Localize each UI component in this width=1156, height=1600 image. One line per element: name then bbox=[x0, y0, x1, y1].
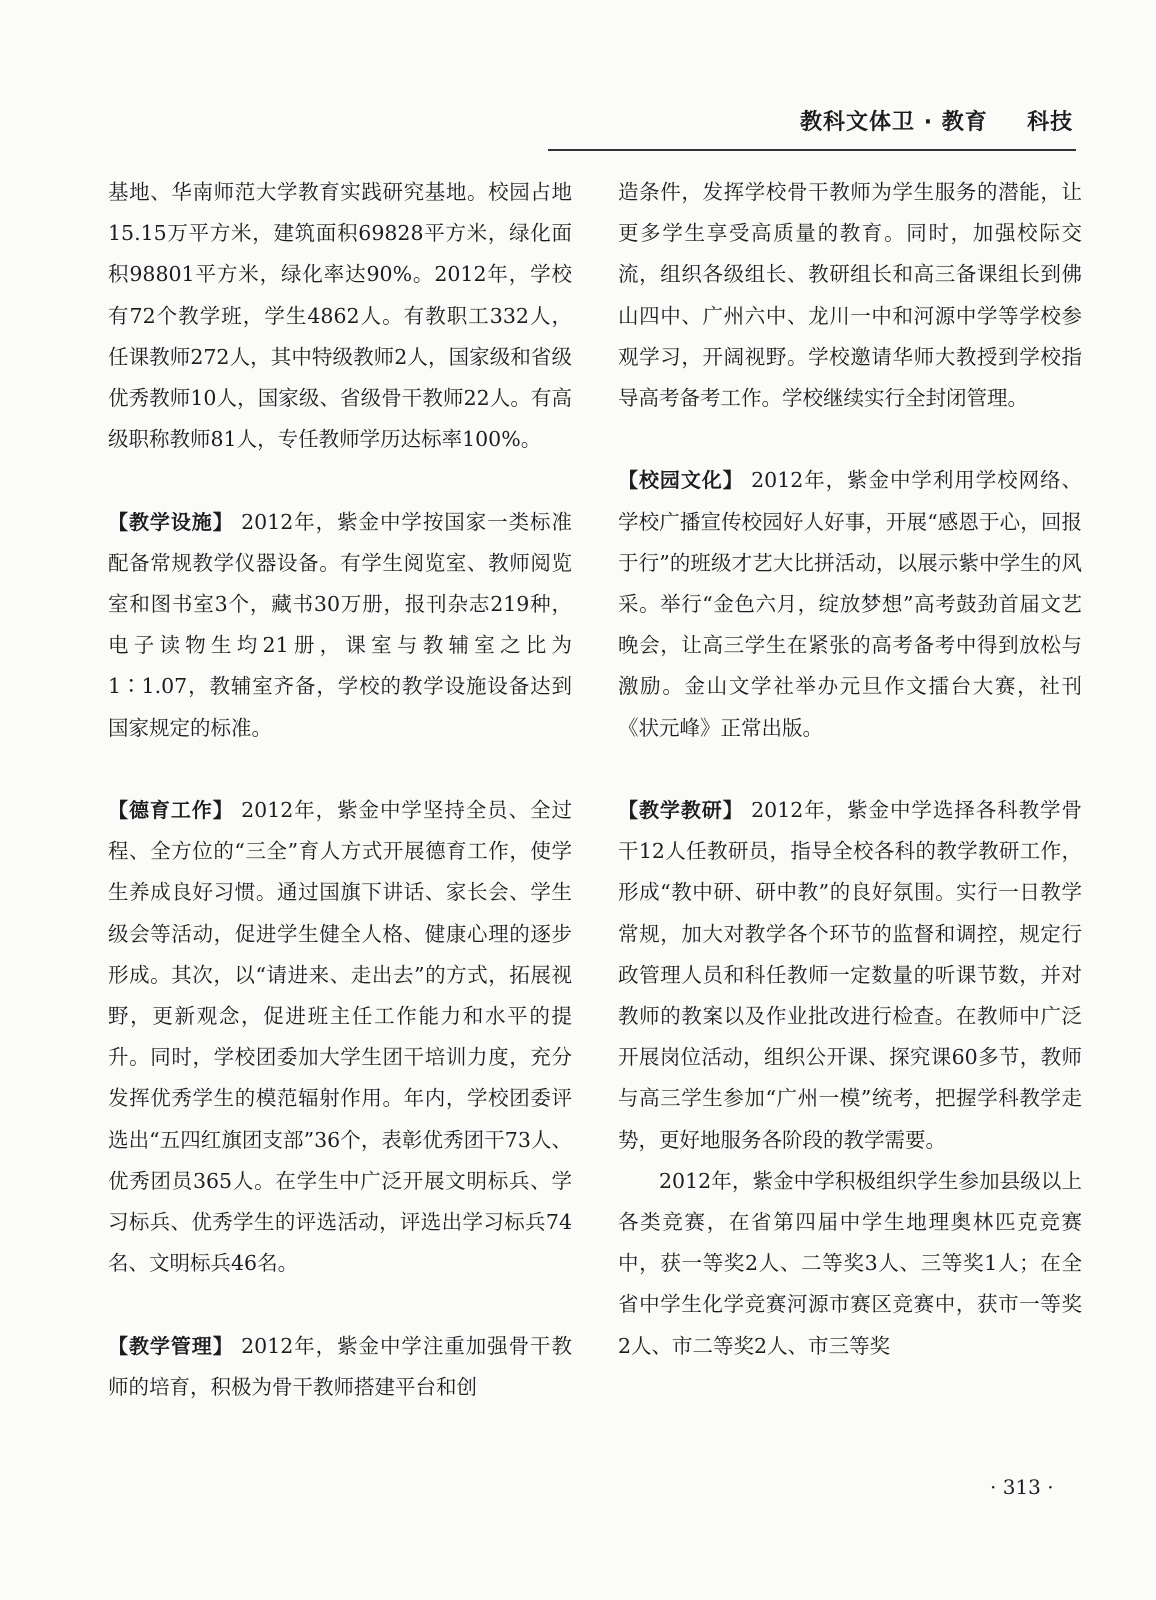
section-teaching-management bbox=[108, 1326, 572, 1408]
section-heading: 【德育工作】 bbox=[108, 798, 234, 823]
paragraph bbox=[108, 172, 572, 460]
section-campus-culture bbox=[618, 460, 1082, 748]
paragraph-text: 2012年，紫金中学利用学校网络、学校广播宣传校园好人好事，开展“感恩于心，回报于行”的班级才艺大比拼活动，以展示紫中学生的风采。举行“金色六月，绽放梦想”高考鼓劲首届文艺晚会，让高三学生在紧张的高考备考中得到放松与激励。金山文学社举办元旦作文擂台大赛，社刊《状元峰》正常出版。 bbox=[618, 468, 1082, 740]
running-head-topic: 科技 bbox=[1027, 110, 1074, 135]
paragraph-text: 2012年，紫金中学注重加强骨干教师的培育，积极为骨干教师搭建平台和创 bbox=[108, 1333, 572, 1399]
section-heading: 【教学设施】 bbox=[108, 509, 234, 534]
left-column bbox=[108, 172, 572, 1408]
running-head bbox=[800, 105, 1074, 136]
running-head-subsection: 教育 bbox=[941, 110, 988, 135]
header-rule bbox=[548, 149, 1076, 151]
section-heading: 【教学管理】 bbox=[108, 1333, 234, 1358]
section-heading: 【教学教研】 bbox=[618, 798, 744, 823]
section-moral-education bbox=[108, 790, 572, 1284]
running-head-separator: · bbox=[923, 110, 934, 135]
paragraph-competitions bbox=[618, 1161, 1082, 1367]
section-teaching-facilities bbox=[108, 502, 572, 749]
paragraph-text: 2012年，紫金中学选择各科教学骨干12人任教研员，指导全校各科的教学教研工作，形成“教中研、研中教”的良好氛围。实行一日教学常规，加大对教学各个环节的监督和调控，规定行政管理人员和科任教师一定数量的听课节数，并对教师的教案以及作业批改进行检查。在教师中广泛开展岗位活动，组织公开课、探究课60多节，教师与高三学生参加“广州一模”统考，把握学科教学走势，更好地服务各阶段的教学需要。 bbox=[618, 798, 1082, 1152]
paragraph-text: 2012年，紫金中学积极组织学生参加县级以上各类竞赛，在省第四届中学生地理奥林匹克竞赛中，获一等奖2人、二等奖3人、三等奖1人；在全省中学生化学竞赛河源市赛区竞赛中，获市一等奖2人、市二等奖2人、市三等奖 bbox=[618, 1168, 1082, 1358]
right-column bbox=[618, 172, 1082, 1367]
section-teaching-research bbox=[618, 790, 1082, 1161]
paragraph-text: 造条件，发挥学校骨干教师为学生服务的潜能，让更多学生享受高质量的教育。同时，加强校际交流，组织各级组长、教研组长和高三备课组长到佛山四中、广州六中、龙川一中和河源中学等学校参观学习，开阔视野。学校邀请华师大教授到学校指导高考备考工作。学校继续实行全封闭管理。 bbox=[618, 180, 1082, 411]
paragraph-text: 2012年，紫金中学按国家一类标准配备常规教学仪器设备。有学生阅览室、教师阅览室和图书室3个，藏书30万册，报刊杂志219种，电子读物生均21册，课室与教辅室之比为1∶1.07，教辅室齐备，学校的教学设施设备达到国家规定的标准。 bbox=[108, 509, 572, 740]
paragraph-text: 基地、华南师范大学教育实践研究基地。校园占地15.15万平方米，建筑面积69828平方米，绿化面积98801平方米，绿化率达90%。2012年，学校有72个教学班，学生4862人。有教职工332人，任课教师272人，其中特级教师2人，国家级和省级优秀教师10人，国家级、省级骨干教师22人。有高级职称教师81人，专任教师学历达标率100%。 bbox=[108, 180, 572, 452]
paragraph-text: 2012年，紫金中学坚持全员、全过程、全方位的“三全”育人方式开展德育工作，使学生养成良好习惯。通过国旗下讲话、家长会、学生级会等活动，促进学生健全人格、健康心理的逐步形成。其次，以“请进来、走出去”的方式，拓展视野，更新观念，促进班主任工作能力和水平的提升。同时，学校团委加大学生团干培训力度，充分发挥优秀学生的模范辐射作用。年内，学校团委评选出“五四红旗团支部”36个，表彰优秀团干73人、优秀团员365人。在学生中广泛开展文明标兵、学习标兵、优秀学生的评选活动，评选出学习标兵74名、文明标兵46名。 bbox=[108, 798, 572, 1276]
page-number: · 313 · bbox=[990, 1475, 1054, 1499]
running-head-section: 教科文体卫 bbox=[800, 110, 916, 135]
section-heading: 【校园文化】 bbox=[618, 468, 744, 493]
paragraph bbox=[618, 172, 1082, 419]
